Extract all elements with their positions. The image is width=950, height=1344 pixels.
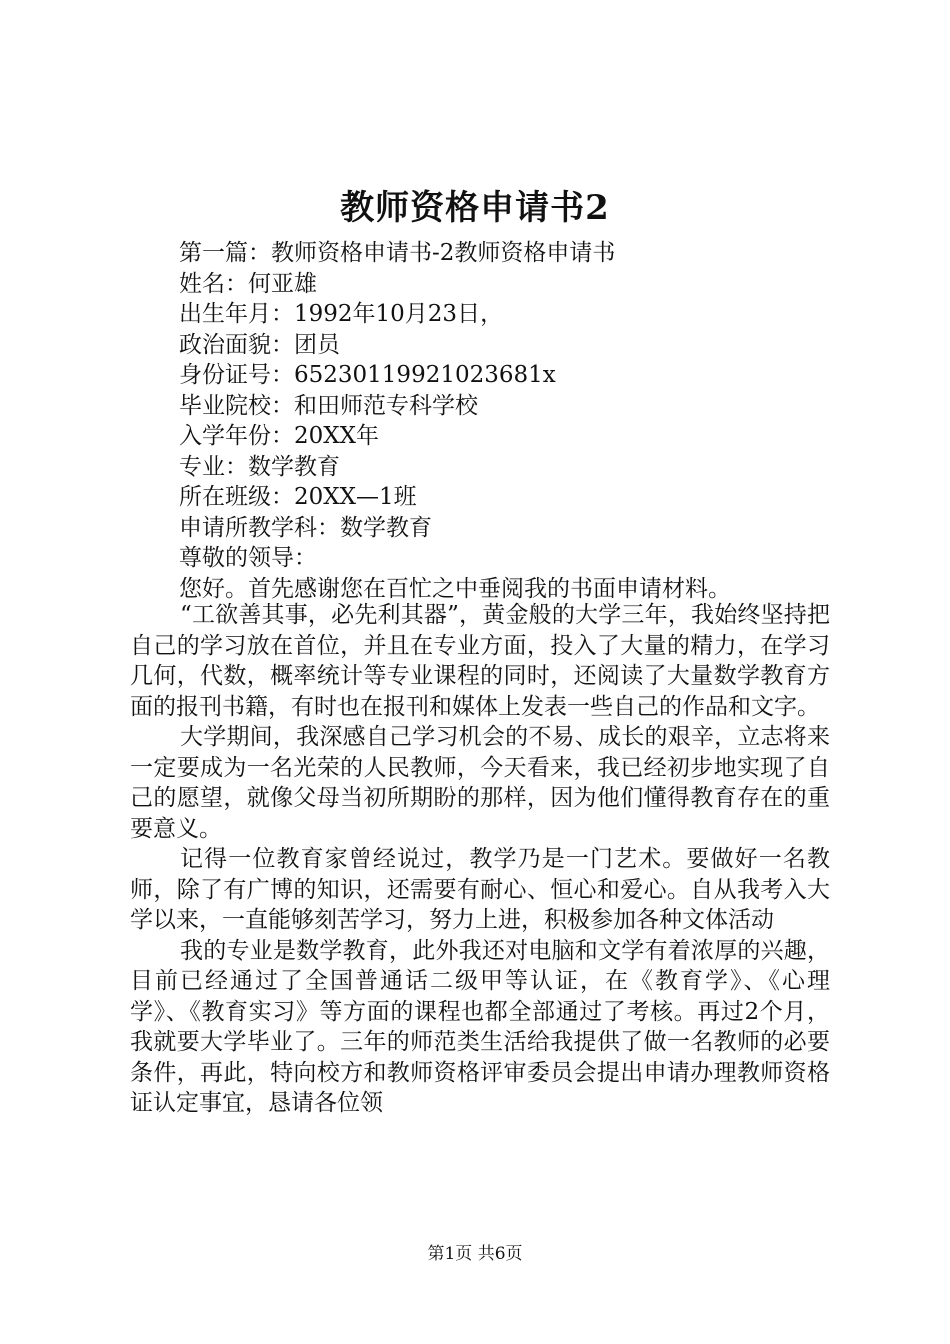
info-fields xyxy=(179,238,839,604)
body-text xyxy=(130,600,830,1119)
paragraph: “工欲善其事，必先利其器”，黄金般的大学三年，我始终坚持把自己的学习放在首位，并且在专业方面，投入了大量的精力，在学习几何，代数，概率统计等专业课程的同时，还阅读了大量数学教育方面的报刊书籍，有时也在报刊和媒体上发表一些自己的作品和文字。 xyxy=(130,602,830,720)
field-subject: 申请所教学科：数学教育 xyxy=(179,514,432,541)
field-line: 第一篇：教师资格申请书-2教师资格申请书 xyxy=(179,240,616,266)
field-political-status: 政治面貌：团员 xyxy=(179,331,340,358)
page-footer: 第1页 共6页 xyxy=(427,1244,523,1264)
field-major: 专业：数学教育 xyxy=(179,453,340,480)
field-id-number: 身份证号：65230119921023681x xyxy=(179,362,556,388)
paragraph: 记得一位教育家曾经说过，教学乃是一门艺术。要做好一名教师，除了有广博的知识，还需要有耐心、恒心和爱心。自从我考入大学以来，一直能够刻苦学习，努力上进，积极参加各种文体活动 xyxy=(130,846,830,933)
field-name: 姓名：何亚雄 xyxy=(179,270,317,297)
paragraph: 大学期间，我深感自己学习机会的不易、成长的艰辛，立志将来一定要成为一名光荣的人民教师，今天看来，我已经初步地实现了自己的愿望，就像父母当初所期盼的那样，因为他们懂得教育存在的重要意义。 xyxy=(130,724,830,842)
field-birthdate: 出生年月：1992年10月23日， xyxy=(179,301,504,327)
greeting: 您好。首先感谢您在百忙之中垂阅我的书面申请材料。 xyxy=(179,575,731,602)
document-title: 教师资格申请书2 xyxy=(340,188,610,228)
salutation: 尊敬的领导： xyxy=(179,545,317,571)
field-school: 毕业院校：和田师范专科学校 xyxy=(179,392,478,419)
field-enrollment-year: 入学年份：20XX年 xyxy=(179,423,380,449)
paragraph: 我的专业是数学教育，此外我还对电脑和文学有着浓厚的兴趣，目前已经通过了全国普通话二级甲等认证，在《教育学》、《心理学》、《教育实习》等方面的课程也都全部通过了考核。再过2个月，我就要大学毕业了。三年的师范类生活给我提供了做一名教师的必要条件，再此，特向校方和教师资格评审委员会提出申请办理教师资格证认定事宜，恳请各位领 xyxy=(130,937,830,1116)
field-class: 所在班级：20XX—1班 xyxy=(179,484,417,510)
